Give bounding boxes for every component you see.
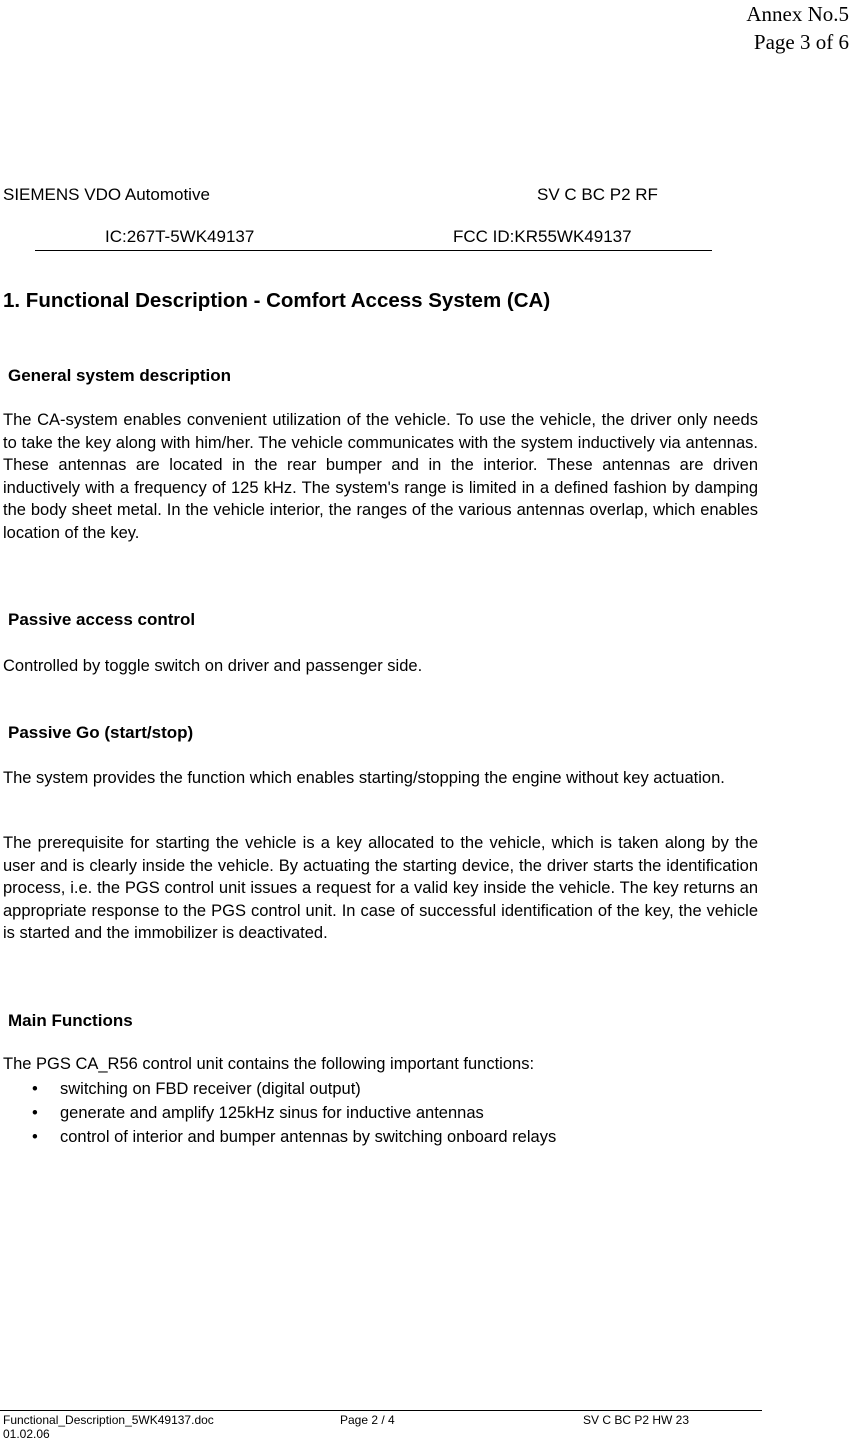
list-item	[28, 1101, 556, 1125]
passive-go-text-2: The prerequisite for starting the vehicle is a key allocated to the vehicle, which is taken along by the user and is clearly inside the vehicle. By actuating the starting device, the driver starts the identification process, i.e. the PGS control unit issues a request for a valid key inside the vehicle. The key returns an appropriate response to the PGS control unit. In case of successful identification of the key, the vehicle is started and the immobilizer is deactivated.	[3, 834, 758, 942]
ic-number: IC:267T-5WK49137	[105, 227, 255, 246]
list-item	[28, 1125, 556, 1149]
list-item-text: control of interior and bumper antennas by switching onboard relays	[60, 1128, 557, 1146]
footer-page-number: Page 2 / 4	[340, 1413, 395, 1427]
annex-number: Annex No.5	[746, 2, 849, 26]
annex-block	[746, 0, 849, 56]
footer-filename: Functional_Description_5WK49137.doc	[3, 1413, 214, 1427]
passive-access-text: Controlled by toggle switch on driver and passenger side.	[3, 657, 423, 675]
document-code: SV C BC P2 RF	[537, 185, 658, 204]
passive-go-text-1: The system provides the function which enables starting/stopping the engine without key actuation.	[3, 769, 725, 787]
footer-divider	[0, 1410, 762, 1411]
bullet-icon: •	[32, 1104, 38, 1122]
main-functions-lead: The PGS CA_R56 control unit contains the following important functions:	[3, 1055, 535, 1073]
footer-date: 01.02.06	[3, 1427, 50, 1441]
bullet-icon: •	[32, 1080, 38, 1098]
passive-access-heading: Passive access control	[8, 610, 196, 629]
general-description-text: The CA-system enables convenient utilization of the vehicle. To use the vehicle, the driver only needs to take the key along with him/her. The vehicle communicates with the system inductively via antennas. These antennas are located in the rear bumper and in the interior. These antennas are driven inductively with a frequency of 125 kHz. The system's range is limited in a defined fashion by damping the body sheet metal. In the vehicle interior, the ranges of the various antennas overlap, which enables location of the key.	[3, 411, 758, 542]
bullet-icon: •	[32, 1128, 38, 1146]
main-functions-list	[28, 1077, 556, 1149]
document-title: 1. Functional Description - Comfort Access System (CA)	[3, 289, 551, 312]
list-item	[28, 1077, 556, 1101]
header-divider	[35, 250, 712, 251]
list-item-text: generate and amplify 125kHz sinus for inductive antennas	[60, 1104, 484, 1122]
company-name: SIEMENS VDO Automotive	[3, 185, 210, 204]
main-functions-heading: Main Functions	[8, 1011, 133, 1030]
fcc-id: FCC ID:KR55WK49137	[453, 227, 632, 246]
list-item-text: switching on FBD receiver (digital output)	[60, 1080, 361, 1098]
general-description-heading: General system description	[8, 366, 231, 385]
footer-document-code: SV C BC P2 HW 23	[583, 1413, 690, 1427]
annex-page-number: Page 3 of 6	[753, 30, 849, 54]
passive-go-heading: Passive Go (start/stop)	[8, 723, 194, 742]
